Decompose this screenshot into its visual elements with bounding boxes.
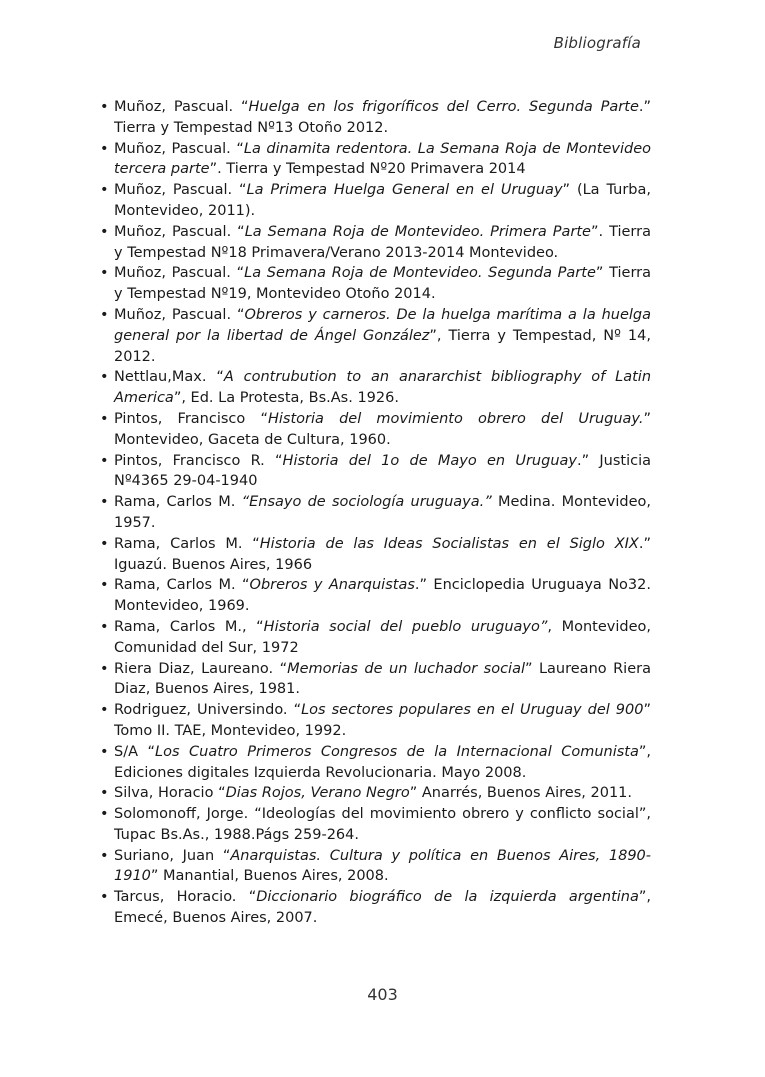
entry-post: .” Iguazú. Buenos Aires, 1966 [114, 535, 651, 573]
bibliography-entry [98, 367, 651, 409]
entry-author: Tarcus, Horacio. [114, 889, 249, 906]
entry-post: .” Enciclopedia Uruguaya No32. Montevideo, 1969. [114, 577, 651, 615]
entry-author: Muñoz, Pascual. [114, 265, 237, 282]
bibliography-entry [98, 783, 651, 804]
page-number: 403 [367, 985, 398, 1004]
bibliography-entry [98, 742, 651, 784]
entry-post: ” Montevideo, Gaceta de Cultura, 1960. [114, 410, 651, 448]
bibliography-entry [98, 139, 651, 181]
bibliography-entry [98, 492, 651, 534]
entry-author: Pintos, Francisco [114, 410, 261, 427]
entry-author: Muñoz, Pascual. [114, 99, 241, 115]
entry-title: Obreros y carneros. De la huelga marítima a la huelga general por la libertad de Ángel González [114, 306, 651, 344]
entry-author: Suriano, Juan [114, 847, 223, 864]
entry-author: Muñoz, Pascual. [114, 140, 237, 157]
entry-post: ”. Tierra y Tempestad Nº18 Primavera/Verano 2013-2014 Montevideo. [114, 223, 651, 261]
entry-pre: “ [279, 660, 288, 677]
bibliography-entry [98, 617, 651, 659]
entry-author: Rama, Carlos M. [114, 494, 242, 511]
entry-post: “Ideologías del movimiento obrero y conflicto social”, Tupac Bs.As., 1988.Págs 259-264. [114, 806, 651, 843]
entry-post: ”, Tierra y Tempestad, Nº 14, 2012. [114, 327, 651, 365]
bibliography-entry [98, 305, 651, 367]
entry-title: Historia social del pueblo uruguayo” [263, 618, 548, 635]
entry-title: La dinamita redentora. La Semana Roja de Montevideo tercera parte [114, 140, 651, 178]
entry-pre: “ [275, 452, 283, 469]
entry-title: Los Cuatro Primeros Congresos de la Internacional Comunista [155, 743, 639, 760]
entry-pre: “ [252, 535, 260, 552]
entry-title: “Ensayo de sociología uruguaya.” [241, 494, 492, 511]
bibliography-entry [98, 180, 651, 222]
bibliography-entry [98, 887, 651, 929]
bibliography-entry [98, 409, 651, 451]
entry-title: A contrubution to an anararchist bibliography of Latin America [114, 369, 652, 407]
entry-post: , Montevideo, Comunidad del Sur, 1972 [114, 618, 651, 656]
entry-pre: “ [236, 140, 244, 157]
entry-pre: “ [216, 369, 224, 386]
entry-title: Diccionario biográfico de la izquierda argentina [256, 889, 639, 906]
bibliography-list [98, 97, 651, 929]
entry-post: ” Manantial, Buenos Aires, 2008. [150, 868, 389, 885]
entry-author: Nettlau,Max. [114, 369, 217, 386]
entry-post: .” Tierra y Tempestad Nº13 Otoño 2012. [114, 99, 652, 136]
bibliography-entry [98, 97, 651, 139]
entry-pre: “ [242, 577, 250, 594]
entry-post: ” Laureano Riera Diaz, Buenos Aires, 1981. [114, 660, 651, 698]
bibliography-entry [98, 451, 651, 493]
entry-post: ” (La Turba, Montevideo, 2011). [114, 182, 651, 219]
entry-pre: “ [248, 889, 257, 906]
entry-post: ”, Ed. La Protesta, Bs.As. 1926. [173, 390, 399, 407]
entry-pre: “ [236, 306, 245, 323]
entry-title: La Semana Roja de Montevideo. Segunda Parte [244, 265, 596, 282]
entry-author: Muñoz, Pascual. [114, 182, 240, 199]
entry-pre: “ [237, 223, 245, 240]
entry-post: ”, Emecé, Buenos Aires, 2007. [114, 889, 651, 927]
entry-pre: “ [239, 182, 247, 199]
entry-post: ” Tomo II. TAE, Montevideo, 1992. [114, 702, 651, 739]
entry-author: Rama, Carlos M., [114, 618, 257, 635]
entry-author: Pintos, Francisco R. [114, 452, 276, 469]
entry-author: S/A [114, 743, 148, 760]
entry-post: ”, Ediciones digitales Izquierda Revolucionaria. Mayo 2008. [114, 743, 651, 781]
entry-title: Los sectores populares en el Uruguay del 900 [301, 702, 644, 719]
entry-author: Riera Diaz, Laureano. [114, 660, 280, 677]
entry-title: Obreros y Anarquistas [249, 577, 415, 594]
entry-author: Silva, Horacio [114, 785, 219, 802]
entry-post: .” Justicia Nº4365 29-04-1940 [114, 452, 651, 490]
entry-author: Rama, Carlos M. [114, 535, 253, 552]
entry-pre: “ [293, 702, 302, 719]
entry-title: Historia del movimiento obrero del Uruguay. [267, 410, 644, 427]
bibliography-entry [98, 804, 651, 846]
running-header: Bibliografía [553, 34, 641, 52]
entry-title: Memorias de un luchador social [287, 660, 525, 677]
entry-pre: “ [147, 743, 156, 760]
entry-title: Anarquistas. Cultura y política en Buenos Aires, 1890-1910 [114, 847, 652, 885]
entry-post: ” Tierra y Tempestad Nº19, Montevideo Otoño 2014. [114, 265, 651, 303]
entry-title: Historia del 1o de Mayo en Uruguay [282, 452, 577, 469]
entry-pre: “ [256, 618, 264, 635]
entry-pre: “ [236, 265, 245, 282]
bibliography-entry [98, 222, 651, 264]
entry-post: ”. Tierra y Tempestad Nº20 Primavera 2014 [209, 161, 526, 178]
entry-title: Dias Rojos, Verano Negro [225, 785, 410, 802]
entry-title: Historia de las Ideas Socialistas en el Siglo XIX [259, 535, 639, 552]
bibliography-entry [98, 700, 651, 742]
entry-title: Huelga en los frigoríficos del Cerro. Segunda Parte [248, 99, 639, 115]
entry-author: Solomonoff, Jorge. [114, 806, 255, 823]
entry-pre: “ [222, 847, 231, 864]
bibliography-entry [98, 534, 651, 576]
bibliography-entry [98, 659, 651, 701]
bibliography-entry [98, 263, 651, 305]
entry-post: ” Anarrés, Buenos Aires, 2011. [409, 785, 633, 802]
entry-title: La Semana Roja de Montevideo. Primera Parte [244, 223, 591, 240]
entry-author: Rodriguez, Universindo. [114, 702, 294, 719]
entry-pre: “ [260, 410, 268, 427]
entry-author: Rama, Carlos M. [114, 577, 243, 594]
bibliography-entry [98, 575, 651, 617]
entry-post: Medina. Montevideo, 1957. [114, 494, 651, 531]
bibliography-entry [98, 846, 651, 888]
entry-title: La Primera Huelga General en el Uruguay [246, 182, 563, 199]
entry-pre: “ [240, 99, 249, 115]
entry-pre: “ [218, 785, 226, 802]
entry-author: Muñoz, Pascual. [114, 223, 238, 240]
entry-author: Muñoz, Pascual. [114, 306, 237, 323]
